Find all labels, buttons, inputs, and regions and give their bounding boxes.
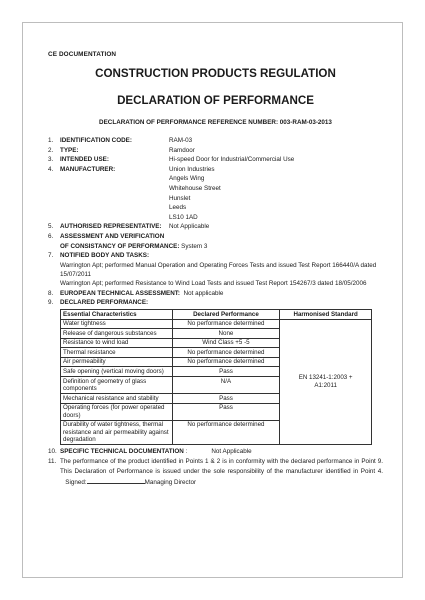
standard-line: EN 13241-1:2003 + bbox=[298, 374, 353, 382]
reference-number: DECLARATION OF PERFORMANCE REFERENCE NUMBER: 003-RAM-03-2013 bbox=[99, 119, 332, 126]
item-label: TYPE: bbox=[60, 146, 79, 154]
table-header-row bbox=[61, 309, 372, 319]
characteristic-cell: Resistance to wind load bbox=[61, 338, 173, 348]
item-separator: : bbox=[185, 448, 188, 456]
item-value: Not Applicable bbox=[169, 223, 210, 231]
item-consistency-line bbox=[60, 242, 383, 252]
item-intended-use bbox=[48, 155, 383, 165]
item-value: Not Applicable bbox=[211, 448, 252, 456]
item-label: DECLARED PERFORMANCE: bbox=[60, 299, 149, 307]
characteristic-cell: Thermal resistance bbox=[61, 348, 173, 358]
notified-body-task-1: Warrington Apt; performed Manual Operation and Operating Forces Tests and issued Test Report 166440/A dated 15/07/2011 bbox=[60, 261, 377, 278]
item-notified-body bbox=[48, 251, 383, 261]
item-label: EUROPEAN TECHNICAL ASSESSMENT: bbox=[60, 289, 181, 297]
column-header: Declared Performance bbox=[172, 309, 280, 319]
performance-cell: No performance determined bbox=[172, 420, 280, 444]
standard-line: A1:2011 bbox=[314, 381, 337, 389]
item-number: 11. bbox=[48, 457, 57, 465]
item-number: 6. bbox=[48, 232, 54, 240]
item-authorised-representative bbox=[48, 222, 383, 232]
address-line: Leeds bbox=[169, 204, 187, 212]
conformity-sentence: The performance of the product identified in Points 1 & 2 is in conformity with the declared performance in Point 9. This Declaration of Performance is issued under the sole responsibility of the manufacturer identified in Point 4. bbox=[60, 457, 383, 475]
performance-cell: Pass bbox=[172, 394, 280, 404]
declaration-items bbox=[48, 136, 383, 488]
characteristic-cell: Definition of geometry of glass components bbox=[61, 377, 173, 394]
item-label: AUTHORISED REPRESENTATIVE: bbox=[60, 223, 162, 231]
document-page bbox=[22, 22, 403, 578]
item-conformity-statement bbox=[48, 457, 383, 488]
characteristic-cell: Air permeability bbox=[61, 357, 173, 367]
item-number: 3. bbox=[48, 156, 54, 164]
performance-table bbox=[60, 309, 372, 445]
harmonised-standard-cell bbox=[280, 319, 372, 445]
address-line: LS10 1AD bbox=[169, 213, 198, 221]
signature-line bbox=[87, 477, 145, 484]
performance-cell: Pass bbox=[172, 403, 280, 420]
address-line: Whitehouse Street bbox=[169, 184, 221, 192]
item-label: ASSESSMENT AND VERIFICATION bbox=[60, 232, 165, 240]
column-header: Harmonised Standard bbox=[280, 309, 372, 319]
item-identification-code bbox=[48, 136, 383, 146]
item-value: RAM-03 bbox=[169, 137, 193, 144]
item-number: 2. bbox=[48, 146, 54, 154]
doc-label: CE DOCUMENTATION bbox=[48, 51, 117, 58]
declaration-title: DECLARATION OF PERFORMANCE bbox=[117, 94, 314, 107]
item-value: System 3 bbox=[181, 242, 208, 250]
item-assessment-verification bbox=[48, 232, 383, 242]
characteristic-cell: Safe opening (vertical moving doors) bbox=[61, 367, 173, 377]
item-number: 1. bbox=[48, 137, 54, 144]
address-line: Union Industries bbox=[169, 165, 215, 173]
item-label: NOTIFIED BODY AND TASKS: bbox=[60, 252, 150, 260]
address-line: Angels Wing bbox=[169, 175, 205, 183]
item-value: Not applicable bbox=[183, 289, 224, 297]
performance-cell: No performance determined bbox=[172, 319, 280, 329]
item-label: OF CONSISTANCY OF PERFORMANCE: bbox=[60, 242, 180, 250]
characteristic-cell: Durability of water tightness, thermal resistance and air permeability against degradation bbox=[61, 420, 173, 444]
item-label: INTENDED USE: bbox=[60, 156, 109, 164]
item-label: MANUFACTURER: bbox=[60, 165, 116, 173]
characteristic-cell: Release of dangerous substances bbox=[61, 329, 173, 339]
item-number: 4. bbox=[48, 165, 54, 173]
signatory-role: Managing Director bbox=[144, 478, 197, 486]
column-header: Essential Characteristics bbox=[61, 309, 173, 319]
item-value: Ramdoor bbox=[169, 146, 195, 154]
item-number: 7. bbox=[48, 252, 54, 260]
address-line: Hunslet bbox=[169, 194, 191, 202]
performance-cell: No performance determined bbox=[172, 357, 280, 367]
item-european-technical-assessment bbox=[48, 289, 383, 299]
item-specific-technical-documentation bbox=[48, 447, 383, 457]
item-number: 5. bbox=[48, 223, 54, 231]
characteristic-cell: Operating forces (for power operated doors) bbox=[61, 403, 173, 420]
item-value: Hi-speed Door for Industrial/Commercial Use bbox=[169, 156, 295, 164]
item-number: 10. bbox=[48, 448, 57, 456]
item-type bbox=[48, 146, 383, 156]
item-declared-performance bbox=[48, 298, 383, 308]
item-manufacturer bbox=[48, 165, 383, 223]
document-content bbox=[48, 51, 383, 488]
performance-cell: None bbox=[172, 329, 280, 339]
item-number: 9. bbox=[48, 299, 54, 307]
notified-body-task-2: Warrington Apt; performed Resistance to Wind Load Tests and issued Test Report 154267/3 dated 18/05/2006 bbox=[60, 279, 367, 287]
signed-label: Signed: bbox=[65, 478, 87, 486]
item-label: IDENTIFICATION CODE: bbox=[60, 137, 132, 144]
characteristic-cell: Water tightness bbox=[61, 319, 173, 329]
table-row bbox=[61, 319, 372, 329]
item-number: 8. bbox=[48, 289, 54, 297]
manufacturer-address bbox=[169, 165, 383, 223]
performance-cell: N/A bbox=[172, 377, 280, 394]
conformity-text bbox=[60, 457, 383, 488]
characteristic-cell: Mechanical resistance and stability bbox=[61, 394, 173, 404]
performance-cell: Pass bbox=[172, 367, 280, 377]
performance-cell: Wind Class +5 -5 bbox=[172, 338, 280, 348]
item-label: SPECIFIC TECHNICAL DOCUMENTATION bbox=[60, 448, 184, 456]
regulation-title: CONSTRUCTION PRODUCTS REGULATION bbox=[95, 67, 336, 80]
performance-cell: No performance determined bbox=[172, 348, 280, 358]
